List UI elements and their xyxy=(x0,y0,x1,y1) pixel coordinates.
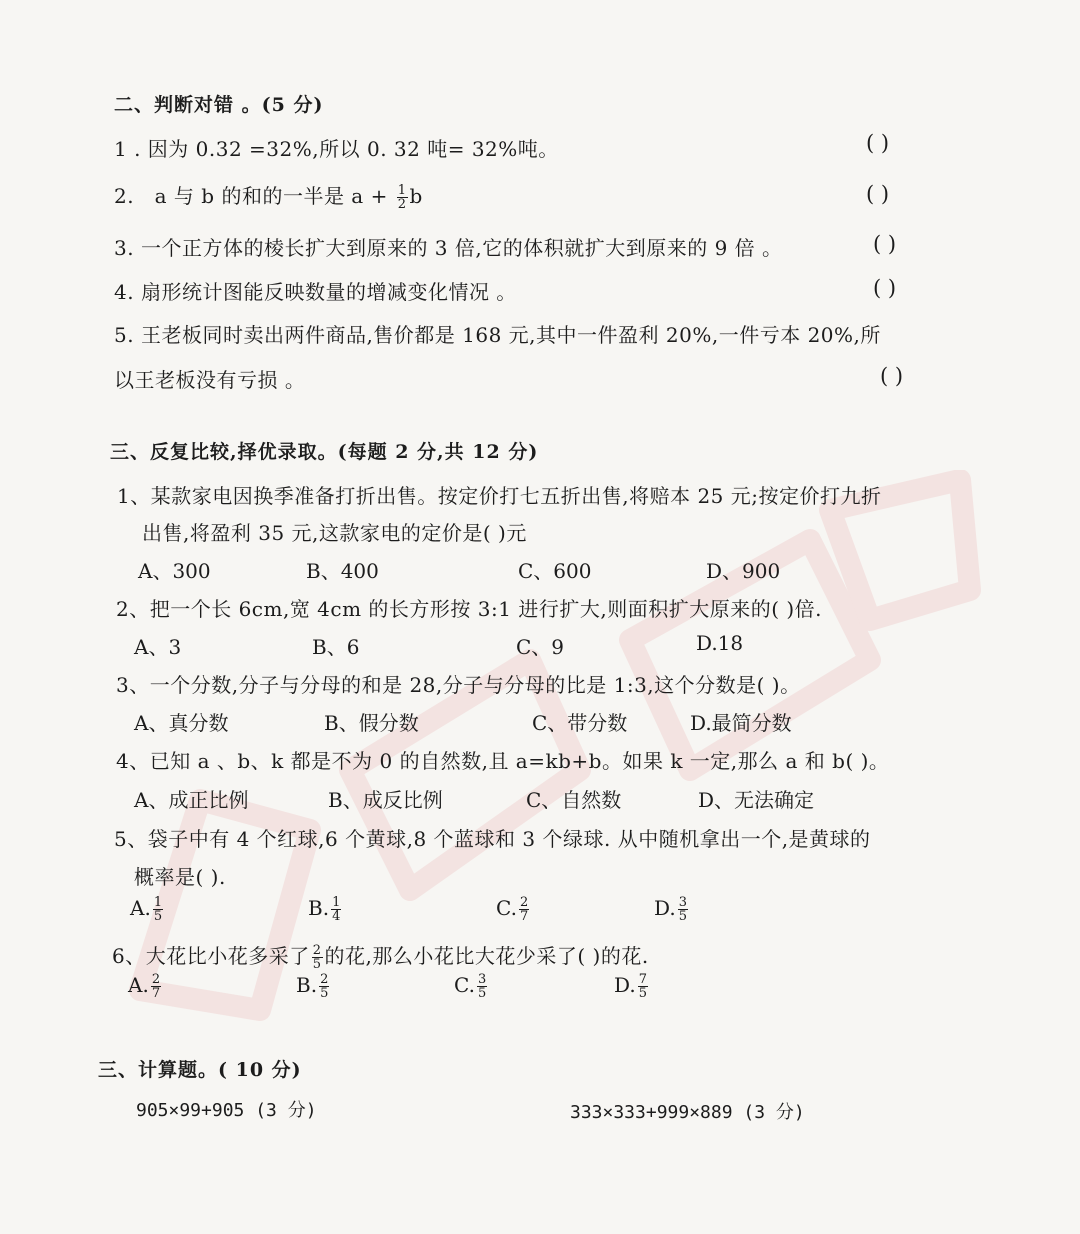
frac-num: 2 xyxy=(312,943,322,958)
mc-q6-text: 6、大花比小花多采了 xyxy=(112,944,310,968)
frac-den: 2 xyxy=(397,197,407,212)
option-label: A. xyxy=(128,973,149,997)
option-fraction xyxy=(638,973,648,1000)
calc-problem-2: 333×333+999×889 (3 分) xyxy=(570,1102,805,1123)
mc-q4-option-b[interactable]: B、成反比例 xyxy=(328,788,443,812)
mc-q4-line1: 4、已知 a 、b、k 都是不为 0 的自然数,且 a=kb+b。如果 k 一定,那么 a 和 b( )。 xyxy=(116,749,890,773)
judge-item-3: 3. 一个正方体的棱长扩大到原来的 3 倍,它的体积就扩大到原来的 9 倍 。 xyxy=(114,236,783,260)
frac-den: 5 xyxy=(312,957,322,972)
frac-den: 4 xyxy=(332,909,341,924)
mc-q5-option-d[interactable] xyxy=(654,896,690,923)
frac-num: 3 xyxy=(477,972,487,987)
mc-q2-option-b[interactable]: B、6 xyxy=(312,635,360,659)
mc-q4-option-a[interactable]: A、成正比例 xyxy=(134,788,249,812)
judge-item-5: 5. 王老板同时卖出两件商品,售价都是 168 元,其中一件盈利 20%,一件亏本 20%,所 xyxy=(114,323,881,347)
calc-problem-1: 905×99+905 (3 分) xyxy=(136,1100,317,1121)
judge-answer-5[interactable]: ( ) xyxy=(880,364,904,388)
frac-den: 5 xyxy=(638,986,647,1001)
frac-den: 5 xyxy=(678,909,687,924)
mc-q2-option-a[interactable]: A、3 xyxy=(134,635,182,659)
mc-q1-line1: 1、某款家电因换季准备打折出售。按定价打七五折出售,将赔本 25 元;按定价打九折 xyxy=(117,484,882,508)
fraction-half xyxy=(397,184,408,211)
mc-q3-option-a[interactable]: A、真分数 xyxy=(134,711,229,735)
mc-q5-option-b[interactable] xyxy=(308,896,343,923)
option-fraction xyxy=(477,973,487,1000)
mc-q6-post: 的花,那么小花比大花少采了( )的花. xyxy=(324,944,649,968)
mc-q3-line1: 3、一个分数,分子与分母的和是 28,分子与分母的比是 1:3,这个分数是( )。 xyxy=(116,673,801,697)
option-fraction xyxy=(331,896,341,923)
mc-q5-line2: 概率是( ). xyxy=(134,865,226,889)
mc-q6-option-b[interactable] xyxy=(296,973,331,1000)
judge-item-2 xyxy=(114,180,423,211)
option-fraction xyxy=(319,973,329,1000)
option-label: B. xyxy=(308,896,330,920)
judge-answer-1[interactable]: ( ) xyxy=(866,131,890,155)
frac-num: 1 xyxy=(153,895,163,910)
frac-num: 2 xyxy=(151,972,161,987)
option-fraction xyxy=(678,896,688,923)
mc-q2-option-c[interactable]: C、9 xyxy=(516,635,565,659)
mc-q4-option-d[interactable]: D、无法确定 xyxy=(698,788,815,812)
mc-q5-option-c[interactable] xyxy=(496,896,531,923)
mc-q2-option-d[interactable]: D.18 xyxy=(696,631,744,655)
fraction-two-fifths xyxy=(312,944,323,971)
frac-num: 7 xyxy=(638,972,647,987)
mc-q6-option-a[interactable] xyxy=(128,973,163,1000)
mc-q2-line1: 2、把一个长 6cm,宽 4cm 的长方形按 3:1 进行扩大,则面积扩大原来的( )倍. xyxy=(116,597,823,621)
section4-title: 三、计算题。( 10 分) xyxy=(98,1059,302,1081)
mc-q3-option-c[interactable]: C、带分数 xyxy=(532,711,628,735)
option-label: D. xyxy=(654,896,676,920)
section3-title: 三、反复比较,择优录取。(每题 2 分,共 12 分) xyxy=(110,441,539,463)
mc-q6-option-d[interactable] xyxy=(614,973,650,1000)
option-label: B. xyxy=(296,973,318,997)
judge-item-5-cont: 以王老板没有亏损 。 xyxy=(114,368,306,392)
option-fraction xyxy=(519,896,529,923)
section2-title: 二、判断对错 。(5 分) xyxy=(114,94,324,116)
judge-answer-3[interactable]: ( ) xyxy=(873,232,897,256)
mc-q3-option-d[interactable]: D.最简分数 xyxy=(690,711,792,735)
frac-num: 1 xyxy=(397,183,407,198)
frac-den: 7 xyxy=(519,909,529,924)
frac-num: 2 xyxy=(320,972,329,987)
mc-q1-line2: 出售,将盈利 35 元,这款家电的定价是( )元 xyxy=(142,521,527,545)
judge-item-4: 4. 扇形统计图能反映数量的增减变化情况 。 xyxy=(114,280,517,304)
option-fraction xyxy=(153,896,163,923)
mc-q4-option-c[interactable]: C、自然数 xyxy=(526,788,622,812)
option-label: A. xyxy=(130,896,151,920)
mc-q1-option-d[interactable]: D、900 xyxy=(706,559,781,583)
option-label: C. xyxy=(454,973,475,997)
judge-item-2-post: b xyxy=(409,184,423,208)
judge-answer-2[interactable]: ( ) xyxy=(866,182,890,206)
judge-item-1: 1 . 因为 0.32 =32%,所以 0. 32 吨= 32%吨。 xyxy=(114,137,559,161)
mc-q1-option-b[interactable]: B、400 xyxy=(306,559,379,583)
frac-den: 7 xyxy=(151,986,161,1001)
frac-num: 2 xyxy=(519,895,529,910)
option-label: D. xyxy=(614,973,636,997)
mc-q1-option-a[interactable]: A、300 xyxy=(138,559,211,583)
mc-q5-line1: 5、袋子中有 4 个红球,6 个黄球,8 个蓝球和 3 个绿球. 从中随机拿出一个,是黄球的 xyxy=(114,827,871,851)
frac-den: 5 xyxy=(153,909,163,924)
mc-q5-option-a[interactable] xyxy=(130,896,165,923)
mc-q6-option-c[interactable] xyxy=(454,973,489,1000)
judge-item-2-text: 2. a 与 b 的和的一半是 a + xyxy=(114,184,395,208)
mc-q6-line1 xyxy=(112,940,649,971)
judge-answer-4[interactable]: ( ) xyxy=(873,276,897,300)
option-label: C. xyxy=(496,896,517,920)
mc-q3-option-b[interactable]: B、假分数 xyxy=(324,711,419,735)
option-fraction xyxy=(151,973,161,1000)
frac-num: 3 xyxy=(678,895,687,910)
frac-den: 5 xyxy=(320,986,329,1001)
frac-num: 1 xyxy=(332,895,341,910)
frac-den: 5 xyxy=(477,986,487,1001)
mc-q1-option-c[interactable]: C、600 xyxy=(518,559,592,583)
